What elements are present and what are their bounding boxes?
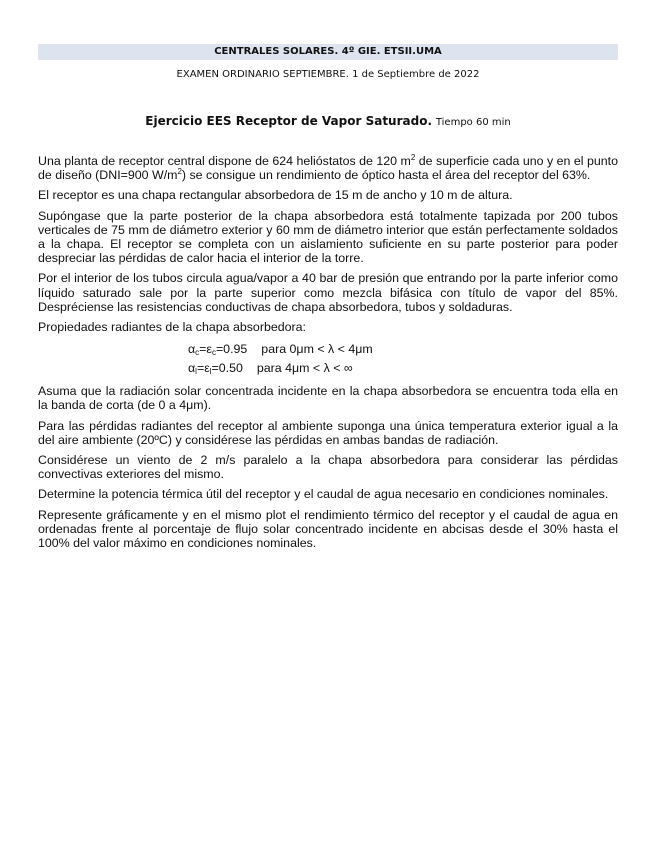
formula-condition: para 0μm < λ < 4μm [261, 342, 373, 357]
paragraph-receiver: El receptor es una chapa rectangular absorbedora de 15 m de ancho y 10 m de altura. [38, 188, 513, 203]
alpha-sub: l [195, 367, 197, 377]
paragraph-radiant-props: Propiedades radiantes de la chapa absorbedora: [38, 320, 306, 335]
epsilon-symbol: =ε [196, 361, 210, 376]
paragraph-determine: Determine la potencia térmica útil del receptor y el caudal de agua necesario en condiciones nominales. [38, 487, 609, 502]
epsilon-sub: c [211, 348, 216, 358]
epsilon-symbol: =ε [199, 342, 212, 357]
exercise-title-text: Ejercicio EES Receptor de Vapor Saturado. [145, 114, 433, 128]
paragraph-wind: Considérese un viento de 2 m/s paralelo a la chapa absorbedora para considerar las pérdidas convectivas exteriores del mismo. [38, 453, 618, 482]
formula-short-band [188, 340, 618, 378]
course-header: CENTRALES SOLARES. 4º GIE. ETSII.UMA [38, 44, 618, 60]
p1-part-c: ) se consigue un rendimiento de óptico hasta el área del receptor del 63%. [181, 168, 591, 183]
p1-part-b: de superficie cada uno y en el punto de diseño (DNI=900 W/m [38, 154, 618, 183]
paragraph-tubes: Supóngase que la parte posterior de la chapa absorbedora está totalmente tapizada por 200 tubos verticales de 75 mm de diámetro exterior y 60 mm de diámetro interior que están perfectamente soldados a la chapa. El receptor se completa con un aislamiento suficiente en su parte posterior para poder despreciar las pérdidas de calor hacia el interior de la torre. [38, 208, 618, 266]
exercise-title [38, 112, 618, 132]
epsilon-sub: l [209, 367, 212, 377]
alpha-sub: c [195, 348, 200, 358]
p1-sup-2: 2 [177, 167, 182, 177]
exercise-body [38, 154, 618, 556]
alpha-symbol: α [188, 361, 196, 376]
exam-subheader: EXAMEN ORDINARIO SEPTIEMBRE. 1 de Septiembre de 2022 [176, 69, 480, 80]
paragraph-plot: Represente gráficamente y en el mismo plot el rendimiento térmico del receptor y el caudal de agua en ordenadas frente al porcentaje de flujo solar concentrado incidente en abcisas desde el 30% hasta el 100% del valor máximo en condiciones nominales. [38, 507, 618, 551]
alpha-symbol: α [188, 342, 196, 357]
formula-value: =0.50 [211, 361, 243, 376]
p1-sup-1: 2 [410, 153, 416, 162]
paragraph-radiant-losses: Para las pérdidas radiantes del receptor al ambiente suponga una única temperatura exterior igual a la del aire ambiente (20ºC) y considérese las pérdidas en ambas bandas de radiación. [38, 418, 618, 447]
paragraph-solar-band: Asuma que la radiación solar concentrada incidente en la chapa absorbedora se encuentra toda ella en la banda de corta (de 0 a 4μm). [38, 384, 618, 413]
formula-value: =0.95 [215, 342, 248, 357]
paragraph-plant [38, 154, 618, 182]
exercise-time: Tiempo 60 min [435, 117, 511, 128]
formula-condition: para 4μm < λ < ∞ [256, 361, 353, 376]
p1-part-a: Una planta de receptor central dispone de 624 helióstatos de 120 m [38, 154, 411, 168]
paragraph-water-steam: Por el interior de los tubos circula agua/vapor a 40 bar de presión que entrando por la parte inferior como líquido saturado sale por la parte superior como mezcla bifásica con título de vapor del 85%. Despréciense las resistencias conductivas de chapa absorbedora, tubos y soldaduras. [38, 271, 618, 314]
